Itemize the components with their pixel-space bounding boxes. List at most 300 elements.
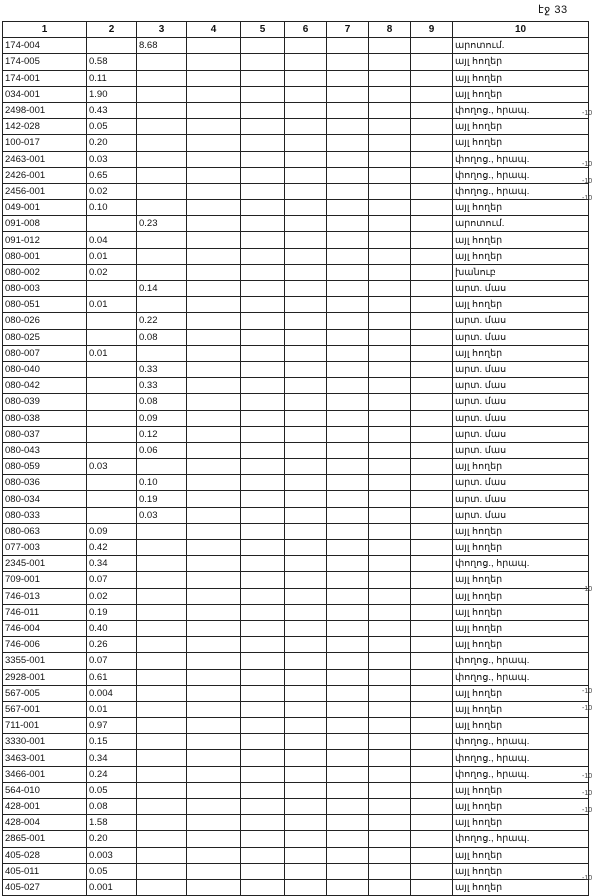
table-row (3, 329, 589, 345)
table-cell (137, 102, 187, 118)
table-cell (137, 151, 187, 167)
table-row (3, 216, 589, 232)
land-register-table (2, 21, 589, 896)
table-cell: 0.19 (137, 491, 187, 507)
table-cell (411, 507, 453, 523)
table-cell (369, 410, 411, 426)
table-cell (411, 54, 453, 70)
table-cell (137, 200, 187, 216)
table-cell: 0.34 (87, 750, 137, 766)
table-cell: 080-040 (3, 361, 87, 377)
table-cell (285, 815, 327, 831)
table-cell: 564-010 (3, 782, 87, 798)
margin-mark: -10 (582, 807, 593, 814)
table-cell (369, 459, 411, 475)
table-cell (411, 329, 453, 345)
table-cell (241, 507, 285, 523)
table-row (3, 637, 589, 653)
table-cell (369, 183, 411, 199)
table-cell: 0.97 (87, 718, 137, 734)
table-row (3, 264, 589, 280)
table-cell (327, 119, 369, 135)
table-cell: 080-063 (3, 523, 87, 539)
table-cell: այլ հողեր (453, 815, 589, 831)
table-cell: 2928-001 (3, 669, 87, 685)
table-cell (187, 523, 241, 539)
table-row (3, 378, 589, 394)
table-row (3, 799, 589, 815)
table-cell (285, 345, 327, 361)
table-row (3, 248, 589, 264)
table-cell (411, 701, 453, 717)
table-cell (327, 750, 369, 766)
table-cell (187, 782, 241, 798)
table-cell (369, 38, 411, 54)
table-cell (369, 540, 411, 556)
table-cell (285, 119, 327, 135)
column-header: 6 (285, 22, 327, 38)
table-row (3, 151, 589, 167)
table-cell: այլ հողեր (453, 637, 589, 653)
table-cell (369, 523, 411, 539)
table-cell (137, 119, 187, 135)
table-cell (285, 572, 327, 588)
table-cell: 0.08 (87, 799, 137, 815)
table-cell (327, 734, 369, 750)
table-cell (187, 313, 241, 329)
table-cell (411, 734, 453, 750)
table-cell: 0.10 (87, 200, 137, 216)
table-cell: 3355-001 (3, 653, 87, 669)
table-cell: այլ հողեր (453, 232, 589, 248)
table-cell (285, 200, 327, 216)
table-cell: 0.03 (137, 507, 187, 523)
table-cell (411, 669, 453, 685)
table-cell: 8.68 (137, 38, 187, 54)
table-cell: 0.003 (87, 847, 137, 863)
table-cell: արտ. մաս (453, 410, 589, 426)
table-row (3, 475, 589, 491)
table-cell (241, 410, 285, 426)
table-cell (369, 216, 411, 232)
table-cell (241, 394, 285, 410)
table-row (3, 523, 589, 539)
table-cell (241, 653, 285, 669)
table-cell: 2498-001 (3, 102, 87, 118)
table-cell (411, 264, 453, 280)
table-cell (187, 167, 241, 183)
table-cell (241, 491, 285, 507)
table-cell: այլ հողեր (453, 701, 589, 717)
margin-mark: -10 (582, 688, 593, 695)
table-cell: փողոց., հրապ. (453, 167, 589, 183)
table-cell: այլ հողեր (453, 863, 589, 879)
column-header: 5 (241, 22, 285, 38)
table-row (3, 620, 589, 636)
table-cell (241, 135, 285, 151)
table-cell (187, 863, 241, 879)
table-cell (285, 135, 327, 151)
table-cell (137, 701, 187, 717)
table-row (3, 70, 589, 86)
table-cell: 0.14 (137, 281, 187, 297)
table-cell (369, 135, 411, 151)
table-cell (87, 281, 137, 297)
table-cell (241, 620, 285, 636)
table-cell (187, 685, 241, 701)
table-cell (327, 135, 369, 151)
table-cell (137, 86, 187, 102)
table-cell (411, 879, 453, 895)
table-cell (241, 540, 285, 556)
table-cell (187, 750, 241, 766)
table-cell (187, 604, 241, 620)
table-cell: արտ. մաս (453, 378, 589, 394)
table-cell: արտ. մաս (453, 394, 589, 410)
table-cell: փողոց., հրապ. (453, 669, 589, 685)
table-cell (137, 718, 187, 734)
table-cell: 0.58 (87, 54, 137, 70)
table-cell (187, 459, 241, 475)
table-cell (241, 766, 285, 782)
table-row (3, 831, 589, 847)
table-cell (285, 54, 327, 70)
table-cell: 0.43 (87, 102, 137, 118)
table-cell: 746-013 (3, 588, 87, 604)
table-cell (369, 394, 411, 410)
table-cell (327, 879, 369, 895)
table-cell: 100-017 (3, 135, 87, 151)
table-cell (411, 70, 453, 86)
table-cell (187, 847, 241, 863)
table-cell (285, 523, 327, 539)
table-cell (187, 766, 241, 782)
table-cell (327, 718, 369, 734)
margin-mark: -10 (582, 705, 593, 712)
table-cell (137, 54, 187, 70)
table-cell (187, 734, 241, 750)
table-cell: այլ հողեր (453, 248, 589, 264)
table-cell (327, 70, 369, 86)
table-cell: 428-001 (3, 799, 87, 815)
table-cell: 0.24 (87, 766, 137, 782)
table-cell (241, 734, 285, 750)
table-cell (411, 151, 453, 167)
table-cell (285, 863, 327, 879)
table-cell (187, 718, 241, 734)
table-cell (137, 734, 187, 750)
table-cell: 0.22 (137, 313, 187, 329)
table-cell: 0.03 (87, 151, 137, 167)
table-cell (285, 410, 327, 426)
table-cell (137, 183, 187, 199)
table-cell (87, 313, 137, 329)
table-cell (369, 475, 411, 491)
table-cell: 0.12 (137, 426, 187, 442)
table-cell (369, 782, 411, 798)
table-cell (187, 620, 241, 636)
table-cell: 0.11 (87, 70, 137, 86)
table-cell: 746-006 (3, 637, 87, 653)
table-cell (327, 216, 369, 232)
table-row (3, 135, 589, 151)
table-cell (369, 426, 411, 442)
table-cell (327, 701, 369, 717)
table-row (3, 281, 589, 297)
table-cell (187, 507, 241, 523)
table-cell (87, 329, 137, 345)
table-cell: 091-008 (3, 216, 87, 232)
table-cell (241, 815, 285, 831)
table-cell (241, 782, 285, 798)
table-cell (285, 799, 327, 815)
table-cell (369, 248, 411, 264)
table-cell: 0.05 (87, 119, 137, 135)
table-cell (369, 200, 411, 216)
column-header: 2 (87, 22, 137, 38)
table-cell: արտ. մաս (453, 329, 589, 345)
table-cell (187, 572, 241, 588)
table-cell (137, 232, 187, 248)
table-cell: 0.02 (87, 264, 137, 280)
table-row (3, 459, 589, 475)
table-cell (369, 847, 411, 863)
table-cell (369, 669, 411, 685)
table-cell: 174-004 (3, 38, 87, 54)
table-row (3, 200, 589, 216)
table-cell (285, 540, 327, 556)
table-cell (411, 216, 453, 232)
table-cell: 0.06 (137, 442, 187, 458)
table-cell: այլ հողեր (453, 523, 589, 539)
table-cell (241, 361, 285, 377)
table-cell (285, 248, 327, 264)
table-cell (369, 54, 411, 70)
table-cell (187, 135, 241, 151)
table-row (3, 394, 589, 410)
table-cell (187, 119, 241, 135)
table-cell (241, 847, 285, 863)
table-cell (327, 54, 369, 70)
table-cell: 1.90 (87, 86, 137, 102)
table-cell (411, 86, 453, 102)
table-cell (137, 297, 187, 313)
table-cell: արտ. մաս (453, 442, 589, 458)
table-cell (187, 426, 241, 442)
table-cell (285, 378, 327, 394)
table-cell (327, 782, 369, 798)
table-row (3, 345, 589, 361)
table-cell (411, 475, 453, 491)
table-cell (241, 685, 285, 701)
table-cell (241, 264, 285, 280)
table-cell (369, 734, 411, 750)
table-cell (187, 799, 241, 815)
table-cell (411, 426, 453, 442)
table-cell (241, 831, 285, 847)
table-cell (241, 799, 285, 815)
table-cell: արտ. մաս (453, 313, 589, 329)
table-cell (327, 410, 369, 426)
table-cell (137, 815, 187, 831)
table-cell (241, 718, 285, 734)
table-cell: այլ հողեր (453, 135, 589, 151)
table-cell (285, 507, 327, 523)
table-cell: 091-012 (3, 232, 87, 248)
table-cell (285, 38, 327, 54)
table-cell (187, 410, 241, 426)
table-cell: այլ հողեր (453, 54, 589, 70)
table-cell (369, 653, 411, 669)
table-cell (137, 167, 187, 183)
table-cell: 080-025 (3, 329, 87, 345)
table-row (3, 38, 589, 54)
table-row (3, 232, 589, 248)
table-cell (285, 491, 327, 507)
table-cell: 709-001 (3, 572, 87, 588)
table-cell: 0.09 (87, 523, 137, 539)
table-cell (241, 102, 285, 118)
table-cell (285, 620, 327, 636)
table-cell (411, 442, 453, 458)
table-cell (241, 669, 285, 685)
table-cell (285, 70, 327, 86)
table-cell (369, 378, 411, 394)
table-cell (241, 604, 285, 620)
table-cell (411, 750, 453, 766)
table-cell (369, 491, 411, 507)
table-cell: 0.07 (87, 572, 137, 588)
table-cell: այլ հողեր (453, 799, 589, 815)
table-row (3, 426, 589, 442)
table-cell: փողոց., հրապ. (453, 653, 589, 669)
table-cell (327, 248, 369, 264)
table-cell (411, 766, 453, 782)
table-cell (369, 572, 411, 588)
table-cell: 0.42 (87, 540, 137, 556)
table-cell (187, 491, 241, 507)
table-cell (137, 459, 187, 475)
table-cell: 174-005 (3, 54, 87, 70)
table-cell (87, 442, 137, 458)
table-cell (327, 556, 369, 572)
table-cell (369, 313, 411, 329)
table-cell (327, 572, 369, 588)
table-cell (87, 410, 137, 426)
table-cell (187, 183, 241, 199)
table-cell (411, 556, 453, 572)
table-cell (327, 491, 369, 507)
table-cell (137, 685, 187, 701)
table-cell: 080-037 (3, 426, 87, 442)
table-cell (327, 588, 369, 604)
table-cell (285, 556, 327, 572)
table-cell: այլ հողեր (453, 685, 589, 701)
table-cell: 080-034 (3, 491, 87, 507)
table-cell (285, 734, 327, 750)
table-cell (241, 70, 285, 86)
table-cell (369, 556, 411, 572)
table-cell (369, 345, 411, 361)
table-cell: 080-059 (3, 459, 87, 475)
column-header: 10 (453, 22, 589, 38)
table-cell: 0.20 (87, 831, 137, 847)
table-cell: 567-001 (3, 701, 87, 717)
table-cell (241, 378, 285, 394)
table-cell: 080-002 (3, 264, 87, 280)
table-cell (187, 361, 241, 377)
table-row (3, 54, 589, 70)
table-cell (369, 620, 411, 636)
table-cell: 0.15 (87, 734, 137, 750)
table-cell (411, 815, 453, 831)
column-header: 3 (137, 22, 187, 38)
table-row (3, 442, 589, 458)
table-cell: 0.65 (87, 167, 137, 183)
table-row (3, 102, 589, 118)
table-cell: 0.10 (137, 475, 187, 491)
table-row (3, 815, 589, 831)
table-cell (327, 345, 369, 361)
table-cell: 0.08 (137, 394, 187, 410)
table-cell (241, 54, 285, 70)
table-cell (87, 361, 137, 377)
table-cell (241, 459, 285, 475)
table-cell (285, 313, 327, 329)
table-cell: այլ հողեր (453, 572, 589, 588)
table-cell (369, 637, 411, 653)
table-cell (369, 766, 411, 782)
table-cell: արտ. մաս (453, 426, 589, 442)
table-row (3, 507, 589, 523)
table-cell: 080-042 (3, 378, 87, 394)
table-cell (137, 135, 187, 151)
table-cell (369, 329, 411, 345)
table-cell: 3466-001 (3, 766, 87, 782)
table-cell (241, 442, 285, 458)
table-cell (137, 863, 187, 879)
table-cell: 2463-001 (3, 151, 87, 167)
table-cell (187, 329, 241, 345)
table-cell (285, 604, 327, 620)
table-cell (241, 167, 285, 183)
table-cell (327, 426, 369, 442)
table-cell (137, 831, 187, 847)
table-cell (137, 799, 187, 815)
table-cell (187, 151, 241, 167)
table-cell (285, 264, 327, 280)
table-body (3, 38, 589, 896)
table-cell (241, 38, 285, 54)
table-cell (285, 701, 327, 717)
table-cell: փողոց., հրապ. (453, 734, 589, 750)
table-cell (137, 540, 187, 556)
table-cell (285, 766, 327, 782)
table-cell: 2865-001 (3, 831, 87, 847)
table-cell: 142-028 (3, 119, 87, 135)
table-cell (327, 540, 369, 556)
table-cell (285, 653, 327, 669)
table-cell (87, 426, 137, 442)
table-cell (241, 281, 285, 297)
table-row (3, 556, 589, 572)
table-cell (285, 669, 327, 685)
table-cell (369, 879, 411, 895)
table-cell (241, 572, 285, 588)
margin-mark: -10 (582, 178, 593, 185)
table-cell (411, 313, 453, 329)
table-cell (411, 183, 453, 199)
